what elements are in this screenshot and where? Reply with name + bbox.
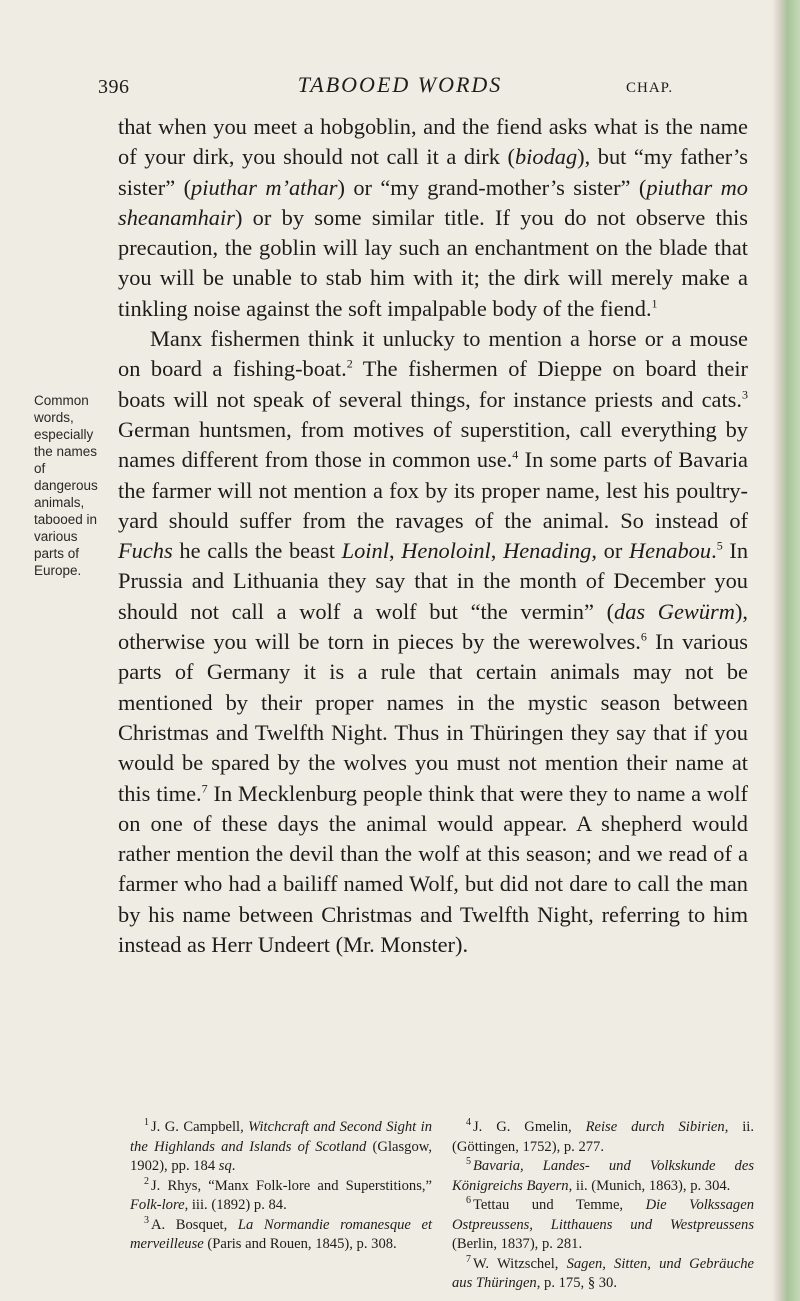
text-run: ) or “my grand-mother’s sister” (	[337, 174, 647, 200]
italic-text: Die Volkssagen Ostpreussens, Litthauens und Westpreussens	[452, 1197, 754, 1233]
italic-text: Henoloinl	[401, 538, 491, 564]
footnote-ref: 2	[346, 356, 353, 371]
footnote-number: 6	[466, 1195, 471, 1207]
italic-text: Reise durch Sibirien	[585, 1119, 725, 1135]
text-run: (Paris and Rouen, 1845), p. 308.	[203, 1236, 397, 1252]
text-run: .	[711, 538, 717, 564]
text-run: In various parts of Germany it is a rule that certain animals may not be mentioned by their proper names in the mystic season between Christmas and Twelfth Night. Thus in Thüringen they say that if you would be spared by the wolves you must not mention their name at this time.	[118, 629, 748, 806]
text-run: A. Bosquet,	[151, 1216, 238, 1233]
footnote-number: 5	[466, 1156, 471, 1168]
text-run: J. Rhys, “Manx Folk-lore and Superstitions,”	[151, 1177, 432, 1194]
footnote-number: 4	[466, 1117, 471, 1129]
footnotes	[130, 1118, 756, 1294]
italic-text: Fuchs	[118, 538, 173, 564]
paragraph	[118, 112, 748, 324]
text-run: (Berlin, 1837), p. 281.	[452, 1236, 583, 1252]
footnote-ref: 3	[742, 387, 748, 402]
italic-text: Loinl	[341, 538, 389, 564]
paragraph	[118, 324, 748, 960]
footnote-ref: 1	[651, 296, 658, 311]
body-text	[118, 112, 748, 960]
text-run: , ii. (Munich, 1863), p. 304.	[568, 1177, 731, 1194]
italic-text: Folk-lore	[130, 1197, 185, 1213]
footnote-ref: 4	[512, 447, 519, 462]
footnote	[452, 1196, 754, 1255]
footnote-ref: 6	[640, 629, 647, 644]
page-edge	[772, 0, 800, 1301]
text-run: German huntsmen, from motives of superstition, call everything by names different from those in common use.	[118, 416, 748, 473]
footnote-number: 2	[144, 1175, 149, 1187]
footnote	[130, 1118, 432, 1177]
page-number: 396	[98, 76, 130, 98]
chapter-label: CHAP.	[626, 80, 674, 96]
italic-text: Henading	[503, 538, 592, 564]
italic-text: piuthar mo sheanamhair	[118, 174, 748, 230]
italic-text: Henabou	[628, 538, 712, 564]
footnote	[452, 1157, 754, 1196]
text-run: ,	[388, 538, 402, 564]
italic-text: Bavaria, Landes- und Volkskunde des Königreichs Bayern	[452, 1158, 754, 1194]
italic-text: La Normandie romanesque et merveilleuse	[130, 1216, 433, 1252]
text-run: In some parts of Bavaria the farmer will not mention a fox by its proper name, lest his poultry-yard should suffer from the ravages of the animal. So instead of	[118, 447, 748, 533]
text-run: , ii. (Göttingen, 1752), p. 277.	[452, 1119, 754, 1155]
text-run: In Prussia and Lithuania they say that in the month of December you should not call a wolf a wolf but “the vermin” (	[118, 538, 749, 624]
italic-text: sq	[218, 1158, 232, 1174]
text-run: , p. 175, § 30.	[536, 1275, 617, 1291]
text-run: The fishermen of Dieppe on board their boats will not speak of several things, for instance priests and cats.	[118, 356, 748, 412]
text-run: , or	[591, 538, 629, 564]
footnotes-right-column	[452, 1118, 754, 1294]
text-run: that when you meet a hobgoblin, and the fiend asks what is the name of your dirk, you should not call it a dirk (	[118, 114, 748, 170]
text-run: In Mecklenburg people think that were they to name a wolf on one of these days the animal would appear. A shepherd would rather mention the devil than the wolf at this season; and we read of a farmer who had a bailiff named Wolf, but did not dare to call the man by his name between Christmas and Twelfth Night, referring to him instead as Herr Undeert (Mr. Monster).	[118, 780, 749, 958]
footnote	[452, 1255, 754, 1294]
footnote	[130, 1216, 432, 1255]
text-run: , iii. (1892) p. 84.	[184, 1197, 287, 1213]
italic-text: Witchcraft and Second Sight in the Highlands and Islands of Scotland	[130, 1119, 432, 1155]
footnote	[130, 1177, 432, 1216]
italic-text: das Gewürm	[614, 598, 735, 624]
text-run: W. Witzschel,	[473, 1255, 567, 1272]
text-run: J. G. Gmelin,	[473, 1119, 586, 1135]
text-run: ), otherwise you will be torn in pieces by the werewolves.	[118, 598, 748, 655]
italic-text: Sagen, Sitten, und Gebräuche aus Thüringen	[452, 1255, 755, 1291]
marginal-note: Common words, especially the names of dangerous animals, tabooed in various parts of Europe.	[34, 393, 98, 578]
italic-text: piuthar m’athar	[191, 174, 338, 200]
footnote-ref: 5	[716, 538, 723, 553]
text-run: Tettau und Temme,	[473, 1197, 646, 1213]
text-run: ) or by some similar title. If you do not observe this precaution, the goblin will lay such an enchantment on the blade that you will be unable to stab him with it; the dirk will merely make a tinkling noise against the soft impalpable body of the fiend.	[118, 204, 748, 321]
footnotes-left-column	[130, 1118, 432, 1294]
footnote-number: 7	[466, 1253, 471, 1265]
text-run: (Glasgow, 1902), pp. 184	[130, 1138, 432, 1174]
text-run: he calls the beast	[172, 538, 342, 564]
running-head: TABOOED WORDS	[297, 72, 503, 97]
text-run: ), but “my father’s sister” (	[118, 144, 748, 200]
footnote-number: 1	[144, 1117, 149, 1129]
text-run: .	[231, 1158, 236, 1174]
text-run: Manx fishermen think it unlucky to mention a horse or a mouse on board a fishing-boat.	[118, 326, 748, 382]
footnote-ref: 7	[201, 781, 208, 796]
footnote	[452, 1118, 754, 1157]
text-run: J. G. Campbell,	[151, 1119, 249, 1135]
italic-text: biodag	[514, 144, 578, 170]
text-run: ,	[490, 538, 504, 564]
footnote-number: 3	[144, 1214, 149, 1226]
page-header	[0, 62, 800, 102]
